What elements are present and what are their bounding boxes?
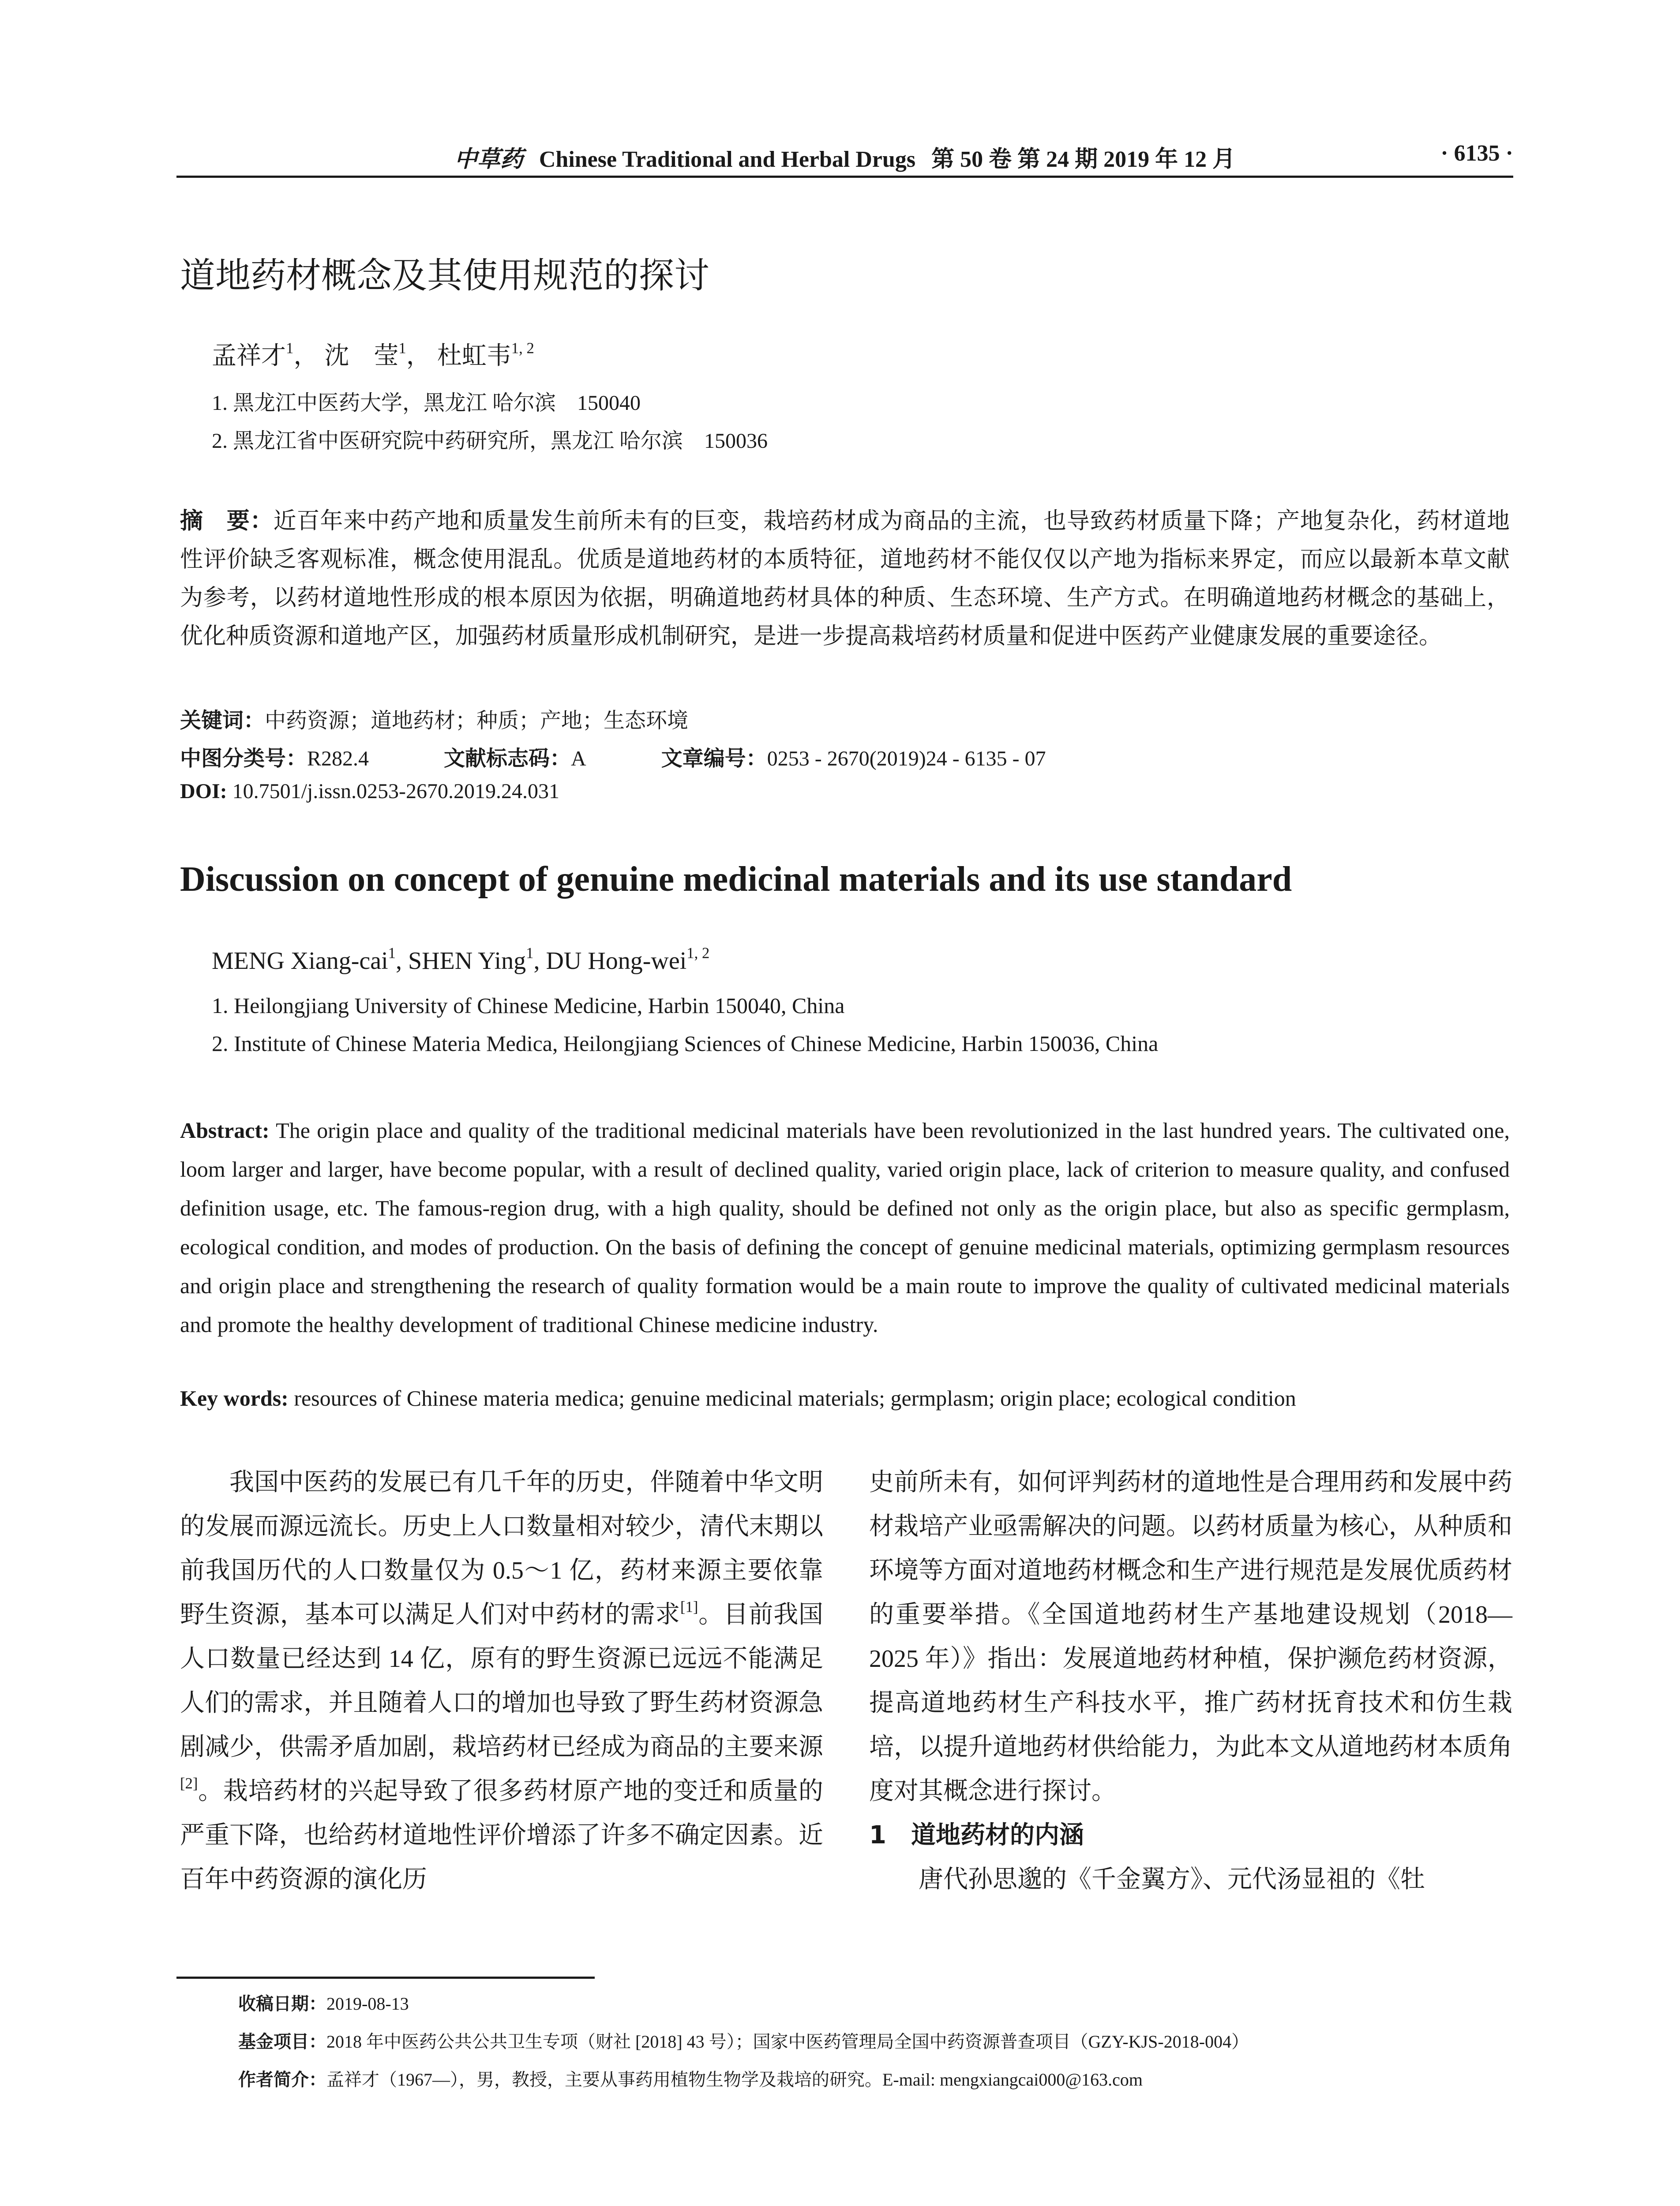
clc-label: 中图分类号： (180, 746, 308, 771)
body-text: 。栽培药材的兴起导致了很多药材原产地的变迁和质量的严重下降，也给药材道地性评价增添了许多不确定因素。近百年中药资源的演化历 (180, 1778, 823, 1893)
author-list-en: MENG Xiang-cai$^1$, SHEN Ying$^1$, DU Hong-wei$^{1, 2}$ (212, 944, 710, 975)
classification-line (180, 741, 1046, 772)
author-affiliation-mark: 1 (398, 339, 406, 357)
affiliation-cn-1: 1. 黑龙江中医药大学，黑龙江 哈尔滨 150040 (212, 391, 641, 415)
citation-ref[interactable]: [2] (180, 1775, 198, 1792)
journal-name-en: Chinese Traditional and Herbal Drugs (539, 147, 916, 172)
doc-code-label: 文献标志码： (444, 746, 571, 771)
author-bio-label: 作者简介： (238, 2070, 326, 2090)
body-paragraph (180, 1460, 823, 1902)
author-name: DU Hong-wei (546, 947, 687, 975)
abstract-cn (180, 502, 1510, 656)
funding-label: 基金项目： (238, 2032, 326, 2052)
abstract-cn-label: 摘 要： (180, 508, 274, 534)
author-affiliation-mark: 1 (388, 944, 396, 962)
author-affiliation-mark: 1, 2 (686, 944, 710, 962)
keywords-cn-label: 关键词： (180, 708, 265, 733)
page-number: · 6135 · (1440, 141, 1513, 166)
footnote-author-bio (238, 2066, 1143, 2091)
author-affiliation-mark: 1 (526, 944, 534, 962)
author-affiliation-mark: 1 (286, 339, 294, 357)
header-rule (176, 176, 1513, 178)
article-number-value: 0253 - 2670(2019)24 - 6135 - 07 (767, 747, 1046, 770)
body-column-right (869, 1460, 1512, 1902)
author-list-cn: 孟祥才$^1$， 沈 莹$^1$， 杜虹韦$^{1, 2}$ (212, 339, 534, 370)
body-text: 我国中医药的发展已有几千年的历史，伴随着中华文明的发展而源远流长。历史上人口数量相对较少，清代末期以前我国历代的人口数量仅为 0.5～1 亿，药材来源主要依靠野生资源，基本可以满足人们对中药材的需求 (180, 1469, 823, 1628)
keywords-en-text: resources of Chinese materia medica; genuine medicinal materials; germplasm; origin place; ecological condition (294, 1386, 1296, 1411)
journal-info (176, 140, 1513, 173)
doi-link[interactable]: 10.7501/j.issn.0253-2670.2019.24.031 (232, 780, 560, 803)
funding-text: 2018 年中医药公共公共卫生专项（财社 [2018] 43 号）；国家中医药管理局全国中药资源普查项目（GZY-KJS-2018-004） (326, 2032, 1249, 2052)
affiliation-cn-2: 2. 黑龙江省中医研究院中药研究所，黑龙江 哈尔滨 150036 (212, 429, 768, 453)
footnote-rule (176, 1977, 595, 1979)
author-name: 杜虹韦 (437, 342, 511, 370)
body-column-left (180, 1460, 823, 1902)
author-bio-text: 孟祥才（1967—），男，教授，主要从事药用植物生物学及栽培的研究。E-mail: mengxiangcai000@163.com (326, 2070, 1143, 2090)
footnote-received (238, 1990, 409, 2015)
abstract-cn-text: 近百年来中药产地和质量发生前所未有的巨变，栽培药材成为商品的主流，也导致药材质量下降；产地复杂化，药材道地性评价缺乏客观标准，概念使用混乱。优质是道地药材的本质特征，道地药材不能仅仅以产地为指标来界定，而应以最新本草文献为参考，以药材道地性形成的根本原因为依据，明确道地药材具体的种质、生态环境、生产方式。在明确道地药材概念的基础上，优化种质资源和道地产区，加强药材质量形成机制研究，是进一步提高栽培药材质量和促进中医药产业健康发展的重要途径。 (180, 509, 1510, 649)
body-paragraph-continued: 史前所未有，如何评判药材的道地性是合理用药和发展中药材栽培产业亟需解决的问题。以药材质量为核心，从种质和环境等方面对道地药材概念和生产进行规范是发展优质药材的重要举措。《全国道地药材生产基地建设规划（2018—2025 年）》指出：发展道地药材种植，保护濒危药材资源，提高道地药材生产科技水平，推广药材抚育技术和仿生栽培，以提升道地药材供给能力，为此本文从道地药材本质角度对其概念进行探讨。 (869, 1469, 1512, 1805)
keywords-en-label: Key words: (180, 1386, 289, 1411)
section-heading (869, 1813, 1512, 1857)
doi-label: DOI: (180, 780, 227, 803)
journal-name-cn: 中草药 (454, 146, 523, 173)
abstract-en (180, 1111, 1510, 1344)
author-affiliation-mark: 1, 2 (511, 339, 534, 357)
doi-line (180, 779, 559, 803)
footnote-funding (238, 2028, 1249, 2053)
article-title-en: Discussion on concept of genuine medicinal materials and its use standard (180, 860, 1292, 899)
affiliation-en-2: 2. Institute of Chinese Materia Medica, Heilongjiang Sciences of Chinese Medicine, Harbin 150036, China (212, 1031, 1159, 1056)
author-name: MENG Xiang-cai (212, 947, 388, 975)
keywords-en (180, 1385, 1296, 1411)
section-number: 1 (869, 1821, 886, 1850)
received-date: 2019-08-13 (326, 1994, 409, 2014)
running-header (176, 140, 1513, 173)
clc-value: R282.4 (307, 747, 369, 770)
author-name: 沈 莹 (324, 342, 399, 370)
received-label: 收稿日期： (238, 1994, 326, 2014)
article-title-cn: 道地药材概念及其使用规范的探讨 (180, 255, 709, 296)
article-number-label: 文章编号： (661, 746, 767, 771)
body-text: 。目前我国人口数量已经达到 14 亿，原有的野生资源已远远不能满足人们的需求，并且随着人口的增加也导致了野生药材资源急剧减少，供需矛盾加剧，栽培药材已经成为商品的主要来源 (180, 1601, 824, 1761)
author-name: 孟祥才 (212, 342, 286, 370)
affiliation-en-1: 1. Heilongjiang University of Chinese Medicine, Harbin 150040, China (212, 993, 845, 1018)
body-paragraph: 唐代孙思邈的《千金翼方》、元代汤显祖的《牡 (919, 1866, 1425, 1893)
issue-info: 第 50 卷 第 24 期 2019 年 12 月 (931, 147, 1236, 172)
doc-code-value: A (571, 747, 586, 770)
abstract-en-text: The origin place and quality of the traditional medicinal materials have been revolutionized in the last hundred years. The cultivated one, loom larger and larger, have become popular, with a result of declined quality, varied origin place, lack of criterion to measure quality, and confused definition usage, etc. The famous-region drug, with a high quality, should be defined not only as the origin place, but also as specific germplasm, ecological condition, and modes of production. On the basis of defining the concept of genuine medicinal materials, optimizing germplasm resources and origin place and strengthening the research of quality formation would be a main route to improve the quality of cultivated medicinal materials and promote the healthy development of traditional Chinese medicine industry. (180, 1118, 1510, 1337)
author-name: SHEN Ying (408, 947, 526, 975)
keywords-cn-text: 中药资源；道地药材；种质；产地；生态环境 (265, 709, 689, 732)
abstract-en-label: Abstract: (180, 1118, 270, 1143)
section-title: 道地药材的内涵 (911, 1821, 1084, 1850)
citation-ref[interactable]: [1] (680, 1598, 698, 1616)
keywords-cn (180, 703, 688, 734)
